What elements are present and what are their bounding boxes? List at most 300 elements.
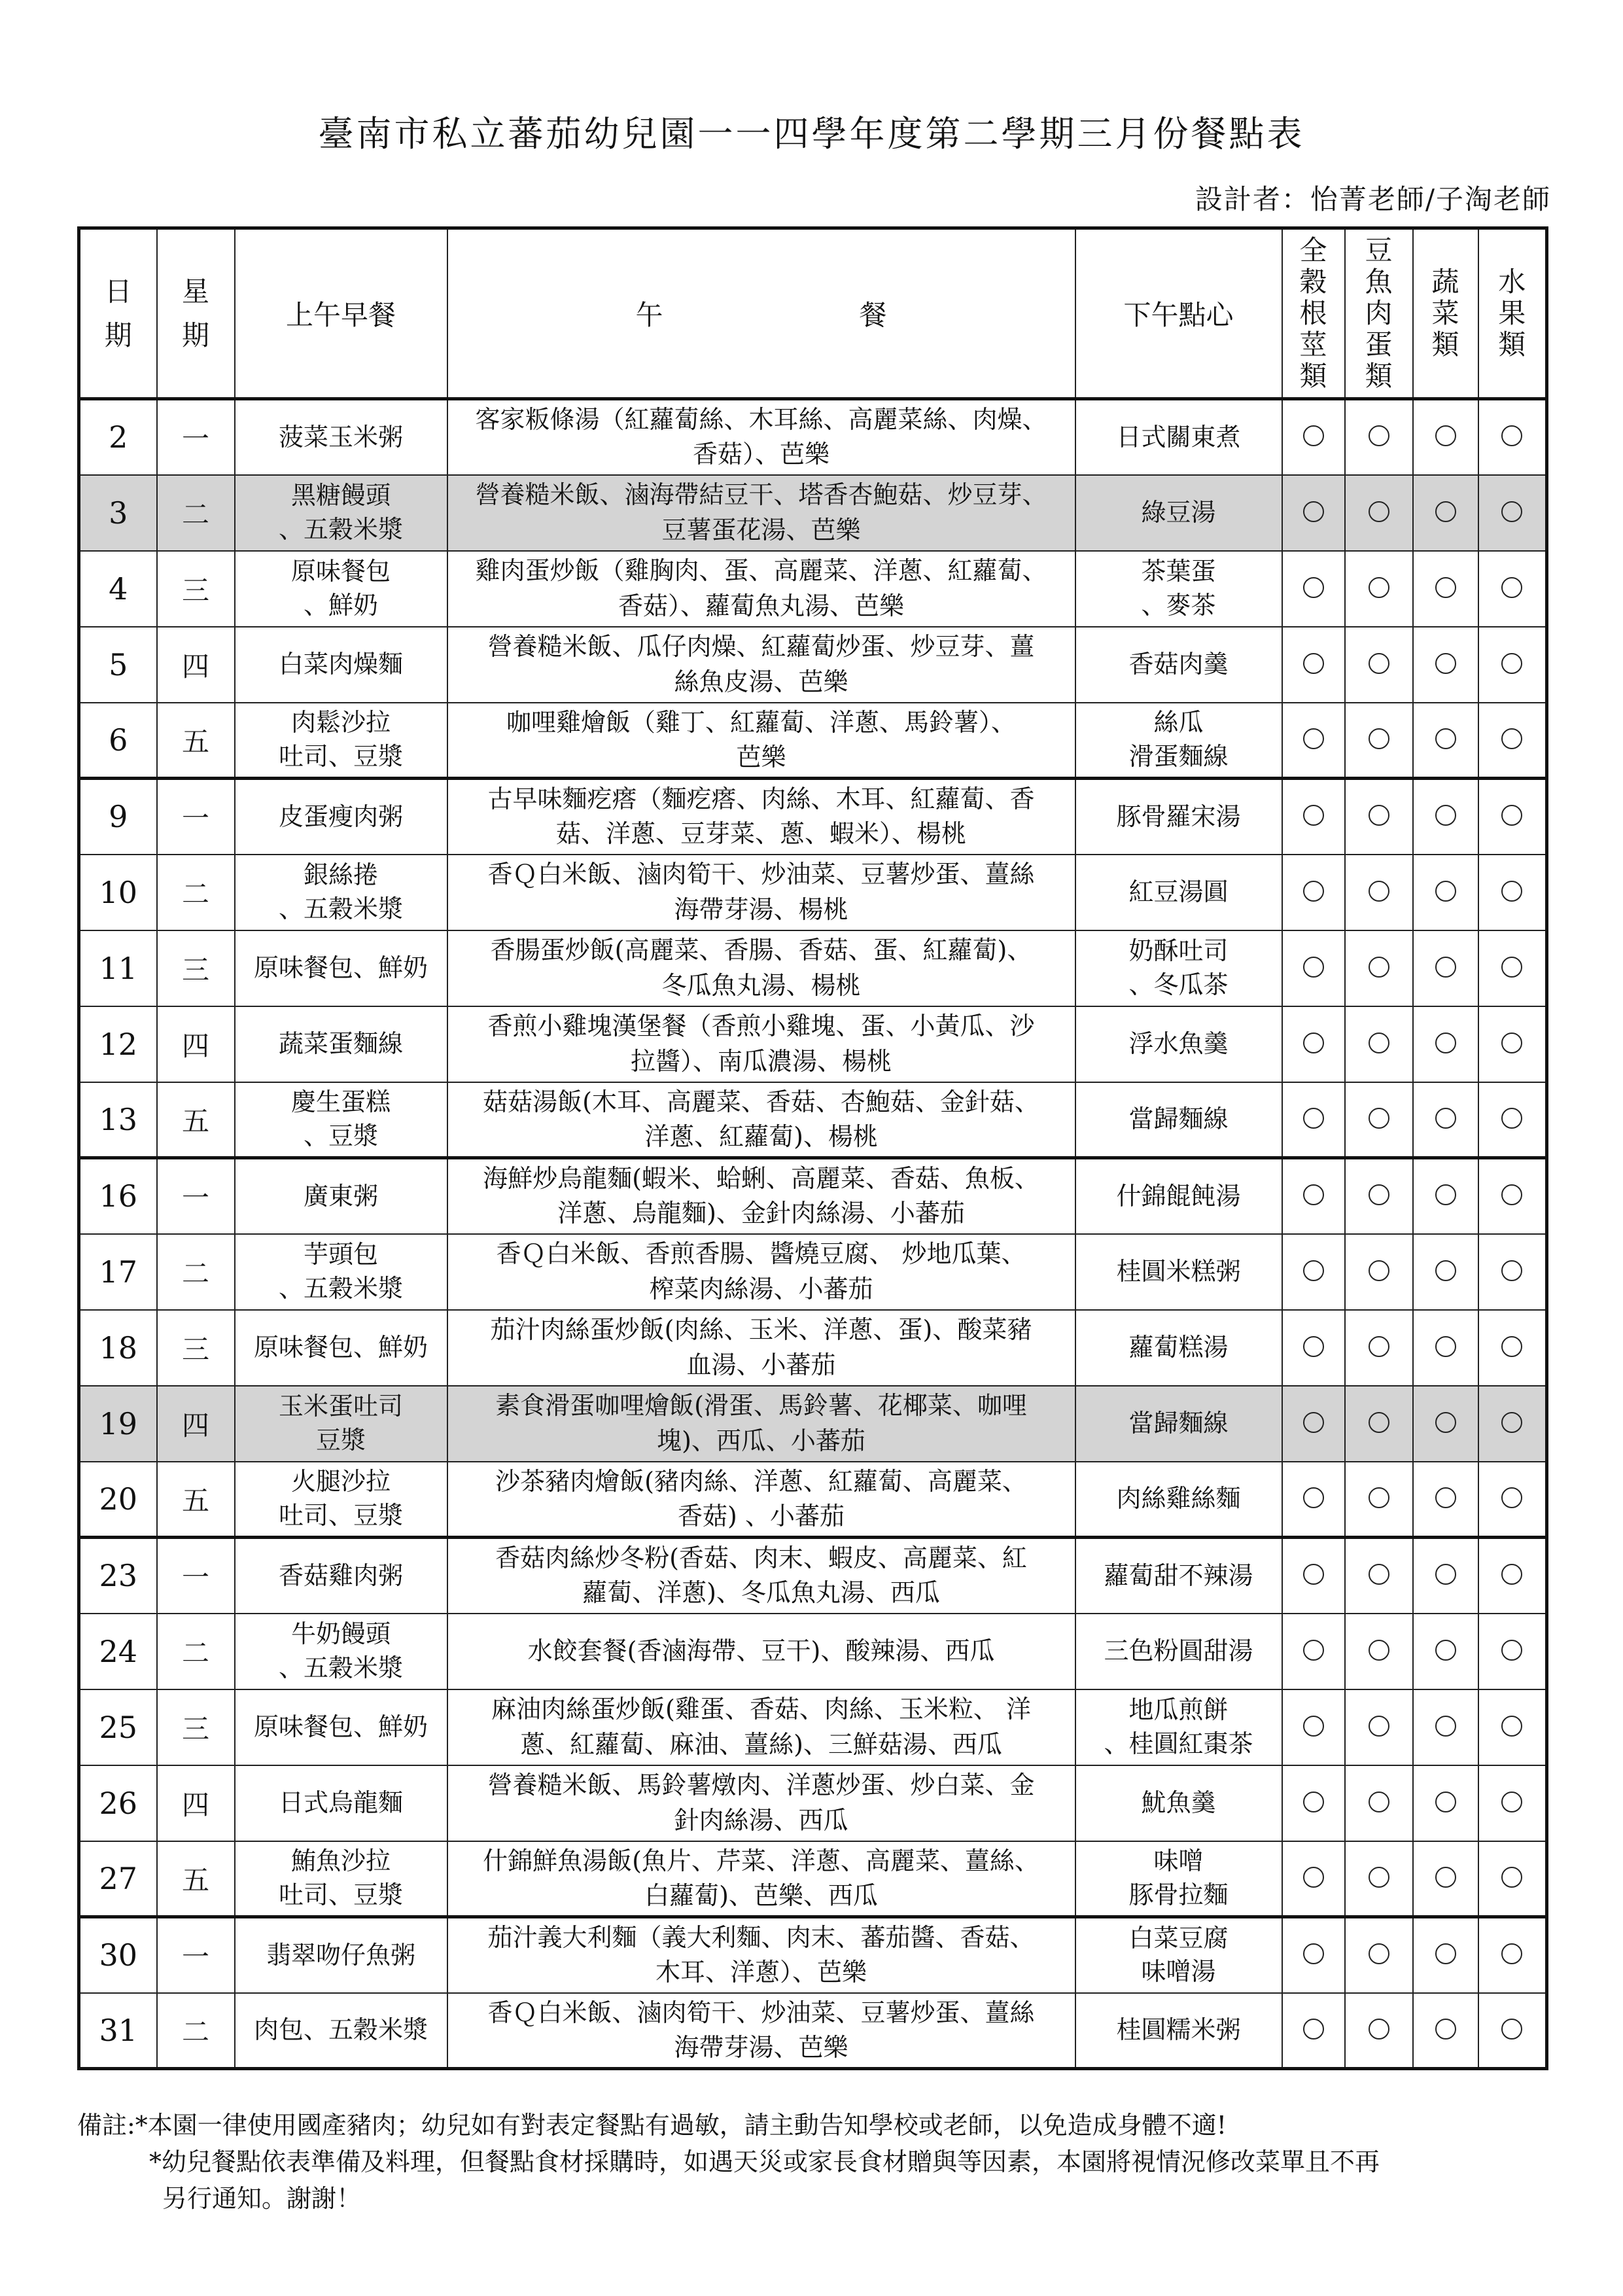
circle-checkbox-icon[interactable]: [1501, 1640, 1522, 1661]
grains-check-cell[interactable]: [1282, 1310, 1345, 1386]
date-cell: 19: [79, 1386, 157, 1462]
circle-checkbox-icon[interactable]: [1435, 1640, 1456, 1661]
table-row: [79, 475, 1547, 551]
lunch-cell: [447, 627, 1075, 703]
snack-cell: [1075, 1765, 1282, 1841]
fruit-check-cell[interactable]: [1478, 1614, 1547, 1689]
table-row: [79, 1689, 1547, 1765]
circle-checkbox-icon[interactable]: [1369, 1716, 1389, 1737]
date-cell: 30: [79, 1917, 157, 1993]
grains-check-cell[interactable]: [1282, 1158, 1345, 1234]
lunch-cell-line: 拉醬）、南瓜濃湯、楊桃: [630, 1046, 892, 1076]
breakfast-cell-line: 慶生蛋糕: [290, 1087, 391, 1117]
circle-checkbox-icon[interactable]: [1501, 501, 1522, 522]
protein-check-cell[interactable]: [1345, 475, 1413, 551]
fruit-check-cell[interactable]: [1478, 1006, 1547, 1082]
snack-cell-line: 魷魚羹: [1141, 1788, 1216, 1817]
veg-check-cell[interactable]: [1413, 1386, 1478, 1462]
protein-check-cell[interactable]: [1345, 1158, 1413, 1234]
protein-check-cell[interactable]: [1345, 1386, 1413, 1462]
circle-checkbox-icon[interactable]: [1435, 501, 1456, 522]
protein-check-cell[interactable]: [1345, 627, 1413, 703]
lunch-cell-line: 香Ｑ白米飯、香煎香腸、醬燒豆腐、 炒地瓜葉、: [496, 1239, 1026, 1269]
circle-checkbox-icon[interactable]: [1435, 1564, 1456, 1585]
protein-check-cell[interactable]: [1345, 1993, 1413, 2069]
protein-check-cell[interactable]: [1345, 551, 1413, 627]
lunch-cell: [447, 1310, 1075, 1386]
table-row: [79, 627, 1547, 703]
grains-check-cell[interactable]: [1282, 1917, 1345, 1993]
breakfast-cell-line: 原味餐包、鮮奶: [253, 1712, 428, 1741]
veg-check-cell[interactable]: [1413, 1993, 1478, 2069]
circle-checkbox-icon[interactable]: [1435, 1412, 1456, 1433]
table-row: [79, 1462, 1547, 1538]
circle-checkbox-icon[interactable]: [1501, 957, 1522, 978]
lunch-cell-line: 水餃套餐(香滷海帶、豆干)、酸辣湯、西瓜: [527, 1636, 995, 1665]
circle-checkbox-icon[interactable]: [1369, 501, 1389, 522]
circle-checkbox-icon[interactable]: [1303, 425, 1324, 446]
protein-check-cell[interactable]: [1345, 1006, 1413, 1082]
circle-checkbox-icon[interactable]: [1369, 1033, 1389, 1053]
lunch-cell-lines: [448, 1009, 1075, 1078]
grains-check-cell[interactable]: [1282, 475, 1345, 551]
snack-cell-line: 綠豆湯: [1141, 497, 1216, 527]
breakfast-cell-line: 、五穀米漿: [278, 1653, 403, 1682]
circle-checkbox-icon[interactable]: [1303, 1336, 1324, 1357]
circle-checkbox-icon[interactable]: [1501, 1564, 1522, 1585]
circle-checkbox-icon[interactable]: [1369, 957, 1389, 978]
circle-checkbox-icon[interactable]: [1501, 653, 1522, 674]
lunch-cell-line: 香Ｑ白米飯、滷肉筍干、炒油菜、豆薯炒蛋、薑絲: [487, 860, 1035, 889]
protein-check-cell[interactable]: [1345, 1234, 1413, 1310]
lunch-cell-line: 茄汁義大利麵（義大利麵、肉末、蕃茄醬、香菇、: [487, 1923, 1035, 1952]
breakfast-cell-line: 吐司、豆漿: [278, 741, 403, 771]
lunch-cell: [447, 399, 1075, 475]
protein-check-cell[interactable]: [1345, 855, 1413, 930]
note-line-1: 備註:*本園一律使用國產豬肉；幼兒如有對表定餐點有過敏，請主動告知學校或老師，以免造成身體不適!: [77, 2111, 1227, 2140]
circle-checkbox-icon[interactable]: [1303, 1487, 1324, 1508]
snack-cell: [1075, 703, 1282, 779]
circle-checkbox-icon[interactable]: [1303, 1867, 1324, 1888]
table-row: [79, 930, 1547, 1006]
header-protein: 豆 魚 肉 蛋 類: [1345, 228, 1413, 399]
grains-check-cell[interactable]: [1282, 1765, 1345, 1841]
circle-checkbox-icon[interactable]: [1435, 1867, 1456, 1888]
fruit-check-cell[interactable]: [1478, 930, 1547, 1006]
circle-checkbox-icon[interactable]: [1303, 653, 1324, 674]
snack-cell-line: 、桂圓紅棗茶: [1104, 1729, 1253, 1758]
grains-check-cell[interactable]: [1282, 1993, 1345, 2069]
lunch-cell: [447, 1614, 1075, 1689]
fruit-check-cell[interactable]: [1478, 1538, 1547, 1614]
circle-checkbox-icon[interactable]: [1435, 805, 1456, 826]
snack-cell: [1075, 1462, 1282, 1538]
breakfast-cell-lines: [236, 648, 447, 681]
snack-cell: [1075, 1614, 1282, 1689]
breakfast-cell: [235, 1386, 447, 1462]
protein-check-cell[interactable]: [1345, 930, 1413, 1006]
circle-checkbox-icon[interactable]: [1303, 1792, 1324, 1812]
snack-cell: [1075, 1917, 1282, 1993]
circle-checkbox-icon[interactable]: [1501, 1412, 1522, 1433]
table-row: [79, 1614, 1547, 1689]
lunch-cell: [447, 1993, 1075, 2069]
circle-checkbox-icon[interactable]: [1435, 1108, 1456, 1129]
fruit-check-cell[interactable]: [1478, 399, 1547, 475]
header-date-label: 日 期: [104, 275, 132, 351]
lunch-cell-line: 茄汁肉絲蛋炒飯(肉絲、玉米、洋蔥、蛋)、酸菜豬: [490, 1315, 1032, 1345]
lunch-cell-line: 豆薯蛋花湯、芭樂: [661, 515, 861, 544]
veg-check-cell[interactable]: [1413, 1689, 1478, 1765]
lunch-cell: [447, 1689, 1075, 1765]
circle-checkbox-icon[interactable]: [1369, 1108, 1389, 1129]
weekday-cell: 一: [157, 1158, 235, 1234]
circle-checkbox-icon[interactable]: [1435, 1336, 1456, 1357]
circle-checkbox-icon[interactable]: [1501, 1792, 1522, 1812]
veg-check-cell[interactable]: [1413, 1234, 1478, 1310]
grains-check-cell[interactable]: [1282, 1538, 1345, 1614]
grains-check-cell[interactable]: [1282, 1614, 1345, 1689]
breakfast-cell-lines: [236, 1559, 447, 1593]
veg-check-cell[interactable]: [1413, 1614, 1478, 1689]
veg-check-cell[interactable]: [1413, 627, 1478, 703]
snack-cell: [1075, 1310, 1282, 1386]
protein-check-cell[interactable]: [1345, 1082, 1413, 1158]
circle-checkbox-icon[interactable]: [1369, 1792, 1389, 1812]
header-grains: 全 穀 根 莖 類: [1282, 228, 1345, 399]
grains-check-cell[interactable]: [1282, 1841, 1345, 1917]
snack-cell: [1075, 1082, 1282, 1158]
circle-checkbox-icon[interactable]: [1303, 577, 1324, 598]
protein-check-cell[interactable]: [1345, 399, 1413, 475]
weekday-cell: 四: [157, 1006, 235, 1082]
snack-cell: [1075, 551, 1282, 627]
snack-cell: [1075, 855, 1282, 930]
circle-checkbox-icon[interactable]: [1369, 1487, 1389, 1508]
protein-check-cell[interactable]: [1345, 1462, 1413, 1538]
snack-cell-line: 桂圓糯米粥: [1116, 2015, 1241, 2045]
circle-checkbox-icon[interactable]: [1501, 728, 1522, 749]
breakfast-cell: [235, 1841, 447, 1917]
weekday-cell: 四: [157, 1386, 235, 1462]
fruit-check-cell[interactable]: [1478, 551, 1547, 627]
lunch-cell-line: 芭樂: [736, 742, 786, 771]
protein-check-cell[interactable]: [1345, 1614, 1413, 1689]
fruit-check-cell[interactable]: [1478, 1234, 1547, 1310]
lunch-cell-lines: [448, 1920, 1075, 1990]
grains-check-cell[interactable]: [1282, 1006, 1345, 1082]
circle-checkbox-icon[interactable]: [1303, 1108, 1324, 1129]
date-cell: 17: [79, 1234, 157, 1310]
lunch-cell-line: 香菇) 、小蕃茄: [678, 1501, 845, 1530]
circle-checkbox-icon[interactable]: [1501, 1108, 1522, 1129]
circle-checkbox-icon[interactable]: [1369, 728, 1389, 749]
lunch-cell-lines: [448, 1996, 1075, 2065]
lunch-cell-lines: [448, 402, 1075, 472]
breakfast-cell-line: 蔬菜蛋麵線: [278, 1029, 403, 1058]
circle-checkbox-icon[interactable]: [1435, 653, 1456, 674]
circle-checkbox-icon[interactable]: [1369, 653, 1389, 674]
snack-cell-lines: [1076, 1634, 1282, 1668]
fruit-check-cell[interactable]: [1478, 779, 1547, 855]
lunch-cell-line: 針肉絲湯、西瓜: [674, 1805, 848, 1835]
circle-checkbox-icon[interactable]: [1369, 805, 1389, 826]
weekday-cell: 一: [157, 1538, 235, 1614]
snack-cell-lines: [1076, 875, 1282, 909]
breakfast-cell-line: 肉鬆沙拉: [290, 708, 391, 737]
circle-checkbox-icon[interactable]: [1435, 577, 1456, 598]
grains-check-cell[interactable]: [1282, 779, 1345, 855]
grains-check-cell[interactable]: [1282, 703, 1345, 779]
veg-check-cell[interactable]: [1413, 703, 1478, 779]
fruit-check-cell[interactable]: [1478, 1765, 1547, 1841]
fruit-check-cell[interactable]: [1478, 1310, 1547, 1386]
lunch-cell-line: 洋蔥、紅蘿蔔)、楊桃: [644, 1122, 878, 1151]
date-cell: 13: [79, 1082, 157, 1158]
circle-checkbox-icon[interactable]: [1369, 1260, 1389, 1281]
fruit-check-cell[interactable]: [1478, 1462, 1547, 1538]
grains-check-cell[interactable]: [1282, 855, 1345, 930]
weekday-cell: 五: [157, 1462, 235, 1538]
circle-checkbox-icon[interactable]: [1303, 1640, 1324, 1661]
date-cell: 9: [79, 779, 157, 855]
snack-cell-lines: [1076, 2013, 1282, 2047]
circle-checkbox-icon[interactable]: [1435, 1184, 1456, 1205]
fruit-check-cell[interactable]: [1478, 1082, 1547, 1158]
breakfast-cell-line: 皮蛋瘦肉粥: [278, 802, 403, 831]
circle-checkbox-icon[interactable]: [1303, 1943, 1324, 1964]
fruit-check-cell[interactable]: [1478, 1689, 1547, 1765]
fruit-check-cell[interactable]: [1478, 1841, 1547, 1917]
snack-cell-line: 當歸麵線: [1128, 1104, 1229, 1134]
circle-checkbox-icon[interactable]: [1369, 577, 1389, 598]
header-fruit: 水 果 類: [1478, 228, 1547, 399]
snack-cell: [1075, 1234, 1282, 1310]
snack-cell: [1075, 1538, 1282, 1614]
circle-checkbox-icon[interactable]: [1501, 1033, 1522, 1053]
breakfast-cell: [235, 475, 447, 551]
circle-checkbox-icon[interactable]: [1369, 425, 1389, 446]
lunch-cell-line: 海鮮炒烏龍麵(蝦米、蛤蜊、高麗菜、香菇、魚板、: [483, 1164, 1039, 1193]
circle-checkbox-icon[interactable]: [1501, 425, 1522, 446]
protein-check-cell[interactable]: [1345, 1917, 1413, 1993]
circle-checkbox-icon[interactable]: [1303, 881, 1324, 902]
circle-checkbox-icon[interactable]: [1303, 1564, 1324, 1585]
lunch-cell-line: 香腸蛋炒飯(高麗菜、香腸、香菇、蛋、紅蘿蔔)、: [490, 936, 1032, 965]
protein-check-cell[interactable]: [1345, 703, 1413, 779]
veg-check-cell[interactable]: [1413, 1082, 1478, 1158]
fruit-check-cell[interactable]: [1478, 703, 1547, 779]
circle-checkbox-icon[interactable]: [1435, 957, 1456, 978]
breakfast-cell-line: 原味餐包: [290, 557, 391, 586]
veg-check-cell[interactable]: [1413, 779, 1478, 855]
circle-checkbox-icon[interactable]: [1501, 1487, 1522, 1508]
lunch-cell: [447, 930, 1075, 1006]
circle-checkbox-icon[interactable]: [1369, 1867, 1389, 1888]
grains-check-cell[interactable]: [1282, 551, 1345, 627]
circle-checkbox-icon[interactable]: [1303, 957, 1324, 978]
circle-checkbox-icon[interactable]: [1369, 1640, 1389, 1661]
lunch-cell-line: 白蘿蔔)、芭樂、西瓜: [644, 1881, 878, 1910]
fruit-check-cell[interactable]: [1478, 1917, 1547, 1993]
circle-checkbox-icon[interactable]: [1369, 1184, 1389, 1205]
circle-checkbox-icon[interactable]: [1501, 1943, 1522, 1964]
circle-checkbox-icon[interactable]: [1435, 1033, 1456, 1053]
designer-credit: 設計者：怡菁老師/子淘老師: [1195, 183, 1551, 215]
veg-check-cell[interactable]: [1413, 1765, 1478, 1841]
lunch-cell: [447, 779, 1075, 855]
table-row: [79, 1538, 1547, 1614]
lunch-cell-line: 海帶芽湯、芭樂: [674, 2032, 848, 2062]
circle-checkbox-icon[interactable]: [1501, 2019, 1522, 2040]
fruit-check-cell[interactable]: [1478, 475, 1547, 551]
circle-checkbox-icon[interactable]: [1303, 501, 1324, 522]
table-row: [79, 1765, 1547, 1841]
protein-check-cell[interactable]: [1345, 1538, 1413, 1614]
grains-check-cell[interactable]: [1282, 1689, 1345, 1765]
fruit-check-cell[interactable]: [1478, 855, 1547, 930]
circle-checkbox-icon[interactable]: [1303, 2019, 1324, 2040]
grains-check-cell[interactable]: [1282, 1082, 1345, 1158]
snack-cell-line: 什錦餛飩湯: [1116, 1181, 1241, 1210]
breakfast-cell-line: 鮪魚沙拉: [290, 1846, 391, 1876]
grains-check-cell[interactable]: [1282, 930, 1345, 1006]
veg-check-cell[interactable]: [1413, 930, 1478, 1006]
header-date: [79, 228, 157, 399]
lunch-cell-line: 海帶芽湯、楊桃: [674, 894, 848, 924]
breakfast-cell: [235, 1614, 447, 1689]
circle-checkbox-icon[interactable]: [1435, 881, 1456, 902]
breakfast-cell-lines: [236, 2013, 447, 2047]
lunch-cell-line: 雞肉蛋炒飯（雞胸肉、蛋、高麗菜、洋蔥、紅蘿蔔、: [475, 556, 1047, 586]
veg-check-cell[interactable]: [1413, 1917, 1478, 1993]
circle-checkbox-icon[interactable]: [1303, 805, 1324, 826]
circle-checkbox-icon[interactable]: [1435, 1260, 1456, 1281]
circle-checkbox-icon[interactable]: [1501, 1184, 1522, 1205]
lunch-cell-lines: [448, 1692, 1075, 1761]
date-cell: 25: [79, 1689, 157, 1765]
weekday-cell: 五: [157, 1841, 235, 1917]
circle-checkbox-icon[interactable]: [1435, 1792, 1456, 1812]
circle-checkbox-icon[interactable]: [1435, 1487, 1456, 1508]
protein-check-cell[interactable]: [1345, 1841, 1413, 1917]
header-lunch: 午 餐: [447, 228, 1075, 399]
lunch-cell-line: 營養糙米飯、馬鈴薯燉肉、洋蔥炒蛋、炒白菜、金: [487, 1771, 1035, 1800]
circle-checkbox-icon[interactable]: [1435, 1716, 1456, 1737]
grains-check-cell[interactable]: [1282, 1386, 1345, 1462]
grains-check-cell[interactable]: [1282, 399, 1345, 475]
circle-checkbox-icon[interactable]: [1303, 1412, 1324, 1433]
lunch-cell-line: 沙茶豬肉燴飯(豬肉絲、洋蔥、紅蘿蔔、高麗菜、: [495, 1466, 1027, 1496]
snack-cell-line: 地瓜煎餅: [1128, 1695, 1229, 1725]
table-row: [79, 1917, 1547, 1993]
lunch-cell-lines: [448, 1313, 1075, 1382]
circle-checkbox-icon[interactable]: [1501, 1260, 1522, 1281]
circle-checkbox-icon[interactable]: [1435, 2019, 1456, 2040]
fruit-check-cell[interactable]: [1478, 1386, 1547, 1462]
veg-check-cell[interactable]: [1413, 1310, 1478, 1386]
circle-checkbox-icon[interactable]: [1303, 1033, 1324, 1053]
snack-cell: [1075, 1006, 1282, 1082]
protein-check-cell[interactable]: [1345, 779, 1413, 855]
fruit-check-cell[interactable]: [1478, 627, 1547, 703]
circle-checkbox-icon[interactable]: [1369, 1412, 1389, 1433]
snack-cell-lines: [1076, 555, 1282, 622]
veg-check-cell[interactable]: [1413, 1158, 1478, 1234]
circle-checkbox-icon[interactable]: [1501, 881, 1522, 902]
veg-check-cell[interactable]: [1413, 1462, 1478, 1538]
breakfast-cell-line: 玉米蛋吐司: [278, 1392, 403, 1421]
circle-checkbox-icon[interactable]: [1369, 1336, 1389, 1357]
veg-check-cell[interactable]: [1413, 551, 1478, 627]
circle-checkbox-icon[interactable]: [1303, 1184, 1324, 1205]
snack-cell-line: 、冬瓜茶: [1128, 970, 1229, 999]
fruit-check-cell[interactable]: [1478, 1993, 1547, 2069]
circle-checkbox-icon[interactable]: [1501, 1336, 1522, 1357]
circle-checkbox-icon[interactable]: [1369, 1564, 1389, 1585]
protein-check-cell[interactable]: [1345, 1765, 1413, 1841]
table-row: [79, 1841, 1547, 1917]
weekday-cell: 二: [157, 1614, 235, 1689]
breakfast-cell: [235, 1689, 447, 1765]
weekday-cell: 一: [157, 1917, 235, 1993]
breakfast-cell-line: 、豆漿: [303, 1121, 378, 1150]
circle-checkbox-icon[interactable]: [1369, 1943, 1389, 1964]
circle-checkbox-icon[interactable]: [1435, 425, 1456, 446]
lunch-cell-lines: [448, 1768, 1075, 1837]
circle-checkbox-icon[interactable]: [1435, 728, 1456, 749]
circle-checkbox-icon[interactable]: [1501, 1867, 1522, 1888]
circle-checkbox-icon[interactable]: [1369, 2019, 1389, 2040]
veg-check-cell[interactable]: [1413, 1006, 1478, 1082]
circle-checkbox-icon[interactable]: [1501, 805, 1522, 826]
veg-check-cell[interactable]: [1413, 1538, 1478, 1614]
fruit-check-cell[interactable]: [1478, 1158, 1547, 1234]
circle-checkbox-icon[interactable]: [1303, 1260, 1324, 1281]
lunch-cell: [447, 1841, 1075, 1917]
header-snack: 下午點心: [1075, 228, 1282, 399]
circle-checkbox-icon[interactable]: [1435, 1943, 1456, 1964]
circle-checkbox-icon[interactable]: [1303, 1716, 1324, 1737]
grains-check-cell[interactable]: [1282, 627, 1345, 703]
snack-cell-line: 蘿蔔糕湯: [1128, 1332, 1229, 1362]
grains-check-cell[interactable]: [1282, 1234, 1345, 1310]
snack-cell-lines: [1076, 934, 1282, 1002]
veg-check-cell[interactable]: [1413, 1841, 1478, 1917]
protein-check-cell[interactable]: [1345, 1310, 1413, 1386]
lunch-cell: [447, 1538, 1075, 1614]
table-row: [79, 703, 1547, 779]
circle-checkbox-icon[interactable]: [1303, 728, 1324, 749]
veg-check-cell[interactable]: [1413, 475, 1478, 551]
lunch-cell-lines: [448, 554, 1075, 623]
breakfast-cell-line: 菠菜玉米粥: [278, 422, 403, 451]
circle-checkbox-icon[interactable]: [1369, 881, 1389, 902]
date-cell: 26: [79, 1765, 157, 1841]
veg-check-cell[interactable]: [1413, 855, 1478, 930]
breakfast-cell-line: 銀絲捲: [303, 860, 378, 890]
breakfast-cell: [235, 930, 447, 1006]
breakfast-cell-lines: [236, 479, 447, 546]
veg-check-cell[interactable]: [1413, 399, 1478, 475]
snack-cell-line: 奶酥吐司: [1128, 936, 1229, 966]
protein-check-cell[interactable]: [1345, 1689, 1413, 1765]
circle-checkbox-icon[interactable]: [1501, 577, 1522, 598]
lunch-cell-line: 什錦鮮魚湯飯(魚片、芹菜、洋蔥、高麗菜、薑絲、: [483, 1846, 1039, 1875]
grains-check-cell[interactable]: [1282, 1462, 1345, 1538]
snack-cell-line: 絲瓜: [1153, 708, 1204, 737]
circle-checkbox-icon[interactable]: [1501, 1716, 1522, 1737]
